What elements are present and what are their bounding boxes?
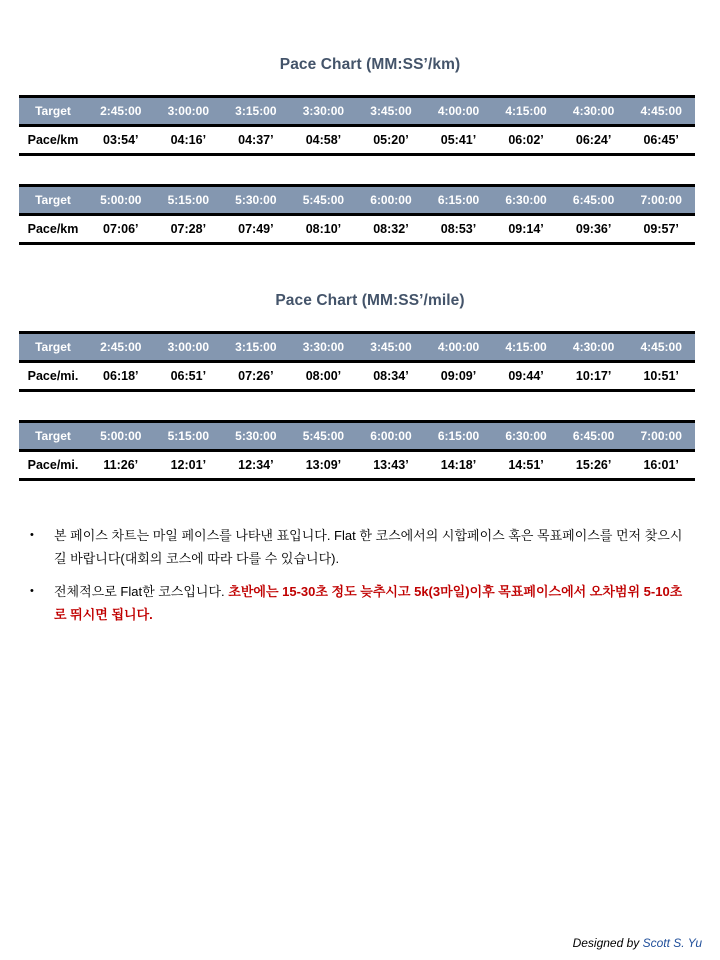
pace-cell: 11:26’ — [87, 451, 155, 480]
target-cell: 6:45:00 — [560, 422, 628, 451]
note-highlight-text: 초반에는 15-30초 정도 늦추시고 5k(3마일)이후 목표페이스에서 오차범위 5-10초로 뛰시면 됩니다. — [54, 584, 683, 622]
target-cell: 4:15:00 — [492, 97, 560, 126]
target-cell: 3:00:00 — [155, 333, 223, 362]
pace-cell: 03:54’ — [87, 126, 155, 155]
pace-row — [19, 362, 695, 391]
pace-cell: 04:16’ — [155, 126, 223, 155]
km-pace-table-1 — [19, 95, 695, 156]
pace-row — [19, 215, 695, 244]
pace-cell: 09:57’ — [627, 215, 695, 244]
target-cell: 5:00:00 — [87, 422, 155, 451]
target-label: Target — [19, 97, 87, 126]
mile-pace-chart-title: Pace Chart (MM:SS’/mile) — [275, 292, 465, 309]
pace-cell: 06:18’ — [87, 362, 155, 391]
pace-cell: 08:34’ — [357, 362, 425, 391]
credit-prefix: Designed by — [572, 936, 643, 950]
pace-cell: 12:34’ — [222, 451, 290, 480]
target-cell: 3:15:00 — [222, 97, 290, 126]
target-cell: 6:00:00 — [357, 422, 425, 451]
target-cell: 5:45:00 — [290, 186, 358, 215]
notes-list — [30, 524, 690, 636]
target-cell: 4:30:00 — [560, 97, 628, 126]
pace-row — [19, 126, 695, 155]
target-label: Target — [19, 333, 87, 362]
pace-label: Pace/km — [19, 126, 87, 155]
pace-cell: 09:44’ — [492, 362, 560, 391]
mile-pace-table-1 — [19, 331, 695, 392]
target-cell: 4:45:00 — [627, 333, 695, 362]
credit-author: Scott S. Yu — [642, 936, 702, 950]
target-cell: 3:45:00 — [357, 333, 425, 362]
km-pace-chart-title: Pace Chart (MM:SS’/km) — [279, 56, 461, 73]
target-cell: 7:00:00 — [627, 186, 695, 215]
note-item — [30, 524, 690, 570]
pace-label: Pace/km — [19, 215, 87, 244]
pace-cell: 07:26’ — [222, 362, 290, 391]
target-cell: 6:15:00 — [425, 422, 493, 451]
pace-cell: 10:51’ — [627, 362, 695, 391]
target-cell: 4:00:00 — [425, 97, 493, 126]
pace-cell: 06:02’ — [492, 126, 560, 155]
pace-cell: 05:20’ — [357, 126, 425, 155]
pace-cell: 06:51’ — [155, 362, 223, 391]
km-pace-table-2 — [19, 184, 695, 245]
target-cell: 6:45:00 — [560, 186, 628, 215]
pace-cell: 10:17’ — [560, 362, 628, 391]
target-label: Target — [19, 186, 87, 215]
target-label: Target — [19, 422, 87, 451]
pace-cell: 08:00’ — [290, 362, 358, 391]
target-cell: 6:15:00 — [425, 186, 493, 215]
note-text: 전체적으로 Flat한 코스입니다. — [54, 584, 229, 599]
pace-cell: 06:45’ — [627, 126, 695, 155]
pace-cell: 09:14’ — [492, 215, 560, 244]
pace-cell: 08:53’ — [425, 215, 493, 244]
bullet-icon: • — [30, 529, 34, 541]
target-cell: 3:45:00 — [357, 97, 425, 126]
pace-cell: 14:51’ — [492, 451, 560, 480]
target-cell: 5:15:00 — [155, 186, 223, 215]
pace-row — [19, 451, 695, 480]
mile-pace-table-2 — [19, 420, 695, 481]
pace-cell: 09:09’ — [425, 362, 493, 391]
target-cell: 4:15:00 — [492, 333, 560, 362]
pace-cell: 16:01’ — [627, 451, 695, 480]
pace-cell: 04:37’ — [222, 126, 290, 155]
target-row — [19, 186, 695, 215]
target-cell: 3:30:00 — [290, 333, 358, 362]
target-cell: 5:30:00 — [222, 422, 290, 451]
pace-cell: 05:41’ — [425, 126, 493, 155]
pace-cell: 13:43’ — [357, 451, 425, 480]
target-cell: 4:30:00 — [560, 333, 628, 362]
pace-cell: 14:18’ — [425, 451, 493, 480]
bullet-icon: • — [30, 585, 34, 597]
pace-cell: 07:49’ — [222, 215, 290, 244]
target-cell: 5:15:00 — [155, 422, 223, 451]
target-cell: 3:00:00 — [155, 97, 223, 126]
pace-cell: 04:58’ — [290, 126, 358, 155]
target-cell: 4:00:00 — [425, 333, 493, 362]
target-row — [19, 422, 695, 451]
target-row — [19, 97, 695, 126]
target-cell: 5:30:00 — [222, 186, 290, 215]
target-row — [19, 333, 695, 362]
note-text: 본 페이스 차트는 마일 페이스를 나타낸 표입니다. Flat 한 코스에서의 시합페이스 혹은 목표페이스를 먼저 찾으시길 바랍니다(대회의 코스에 따라 다를 수 있습니다). — [54, 528, 683, 566]
pace-cell: 12:01’ — [155, 451, 223, 480]
target-cell: 4:45:00 — [627, 97, 695, 126]
pace-cell: 13:09’ — [290, 451, 358, 480]
target-cell: 6:30:00 — [492, 422, 560, 451]
pace-label: Pace/mi. — [19, 362, 87, 391]
target-cell: 6:00:00 — [357, 186, 425, 215]
target-cell: 5:00:00 — [87, 186, 155, 215]
target-cell: 2:45:00 — [87, 97, 155, 126]
target-cell: 5:45:00 — [290, 422, 358, 451]
designer-credit — [573, 936, 702, 950]
target-cell: 7:00:00 — [627, 422, 695, 451]
target-cell: 6:30:00 — [492, 186, 560, 215]
pace-cell: 15:26’ — [560, 451, 628, 480]
pace-cell: 09:36’ — [560, 215, 628, 244]
target-cell: 3:15:00 — [222, 333, 290, 362]
pace-cell: 06:24’ — [560, 126, 628, 155]
pace-cell: 07:28’ — [155, 215, 223, 244]
pace-cell: 07:06’ — [87, 215, 155, 244]
pace-cell: 08:32’ — [357, 215, 425, 244]
target-cell: 3:30:00 — [290, 97, 358, 126]
pace-cell: 08:10’ — [290, 215, 358, 244]
pace-label: Pace/mi. — [19, 451, 87, 480]
target-cell: 2:45:00 — [87, 333, 155, 362]
note-item — [30, 580, 690, 626]
